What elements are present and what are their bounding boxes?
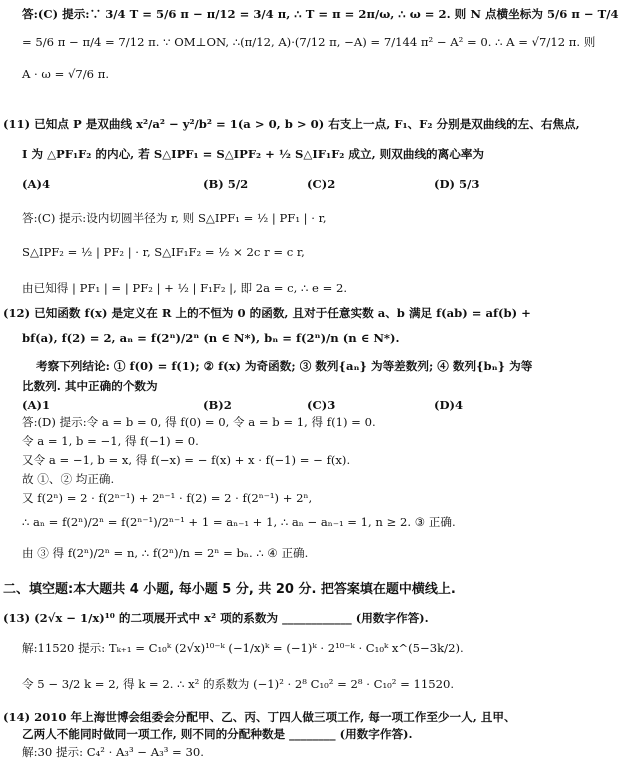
text-line: A · ω = √7/6 π. bbox=[22, 67, 110, 81]
text-line: ∴ aₙ = f(2ⁿ)/2ⁿ = f(2ⁿ⁻¹)/2ⁿ⁻¹ + 1 = aₙ₋₁ + 1, ∴ aₙ − aₙ₋₁ = 1, n ≥ 2. ③ 正确. bbox=[22, 515, 456, 529]
option-c: (C)2 bbox=[307, 177, 336, 191]
option-a: (A)4 bbox=[22, 177, 51, 191]
text-line: 令 5 − 3/2 k = 2, 得 k = 2. ∴ x² 的系数为 (−1)² · 2⁸ C₁₀² = 2⁸ · C₁₀² = 11520. bbox=[22, 677, 455, 691]
text-line: 乙两人不能同时做同一项工作, 则不同的分配种数是 ________ (用数字作答). bbox=[22, 727, 413, 741]
text-line: = 5/6 π − π/4 = 7/12 π. ∵ OM⊥ON, ∴(π/12, A)·(7/12 π, −A) = 7/144 π² − A² = 0. ∴ A = √7/12 π. 则 bbox=[22, 35, 596, 49]
option-c: (C)3 bbox=[307, 398, 336, 412]
option-d: (D) 5/3 bbox=[434, 177, 480, 191]
option-a: (A)1 bbox=[22, 398, 51, 412]
text-line: 又令 a = −1, b = x, 得 f(−x) = − f(x) + x · f(−1) = − f(x). bbox=[22, 453, 351, 467]
option-b: (B) 5/2 bbox=[203, 177, 249, 191]
text-line: 由已知得 | PF₁ | = | PF₂ | + ½ | F₁F₂ |, 即 2a = c, ∴ e = 2. bbox=[22, 281, 348, 295]
text-line: 由 ③ 得 f(2ⁿ)/2ⁿ = n, ∴ f(2ⁿ)/n = 2ⁿ = bₙ. ∴ ④ 正确. bbox=[22, 546, 309, 560]
text-line: 考察下列结论: ① f(0) = f(1); ② f(x) 为奇函数; ③ 数列{aₙ} 为等差数列; ④ 数列{bₙ} 为等 bbox=[36, 359, 533, 373]
text-line: bf(a), f(2) = 2, aₙ = f(2ⁿ)/2ⁿ (n ∈ N*), bₙ = f(2ⁿ)/n (n ∈ N*). bbox=[22, 331, 400, 345]
question-11: (11) 已知点 P 是双曲线 x²/a² − y²/b² = 1(a > 0, b > 0) 右支上一点, F₁、F₂ 分别是双曲线的左、右焦点, bbox=[3, 117, 580, 131]
text-line: I 为 △PF₁F₂ 的内心, 若 S△IPF₁ = S△IPF₂ + ½ S△IF₁F₂ 成立, 则双曲线的离心率为 bbox=[22, 147, 485, 161]
option-d: (D)4 bbox=[434, 398, 464, 412]
answer-line: 答:(D) 提示:令 a = b = 0, 得 f(0) = 0, 令 a = b = 1, 得 f(1) = 0. bbox=[22, 415, 376, 429]
text-line: 比数列. 其中正确的个数为 bbox=[22, 379, 158, 393]
answer-line: 解:30 提示: C₄² · A₃³ − A₃³ = 30. bbox=[22, 745, 204, 759]
option-b: (B)2 bbox=[203, 398, 232, 412]
answer-line: 解:11520 提示: Tₖ₊₁ = C₁₀ᵏ (2√x)¹⁰⁻ᵏ (−1/x)ᵏ = (−1)ᵏ · 2¹⁰⁻ᵏ · C₁₀ᵏ x^(5−3k/2). bbox=[22, 641, 464, 655]
text-line: 答:(C) 提示:∵ 3/4 T = 5/6 π − π/12 = 3/4 π, ∴ T = π = 2π/ω, ∴ ω = 2. 则 N 点横坐标为 5/6 π − T/4 bbox=[22, 7, 619, 21]
text-line: 故 ①、② 均正确. bbox=[22, 472, 115, 486]
answer-line: 答:(C) 提示:设内切圆半径为 r, 则 S△IPF₁ = ½ | PF₁ | · r, bbox=[22, 211, 327, 225]
text-line: 又 f(2ⁿ) = 2 · f(2ⁿ⁻¹) + 2ⁿ⁻¹ · f(2) = 2 · f(2ⁿ⁻¹) + 2ⁿ, bbox=[22, 491, 313, 505]
text-line: S△IPF₂ = ½ | PF₂ | · r, S△IF₁F₂ = ½ × 2c r = c r, bbox=[22, 245, 305, 259]
question-12: (12) 已知函数 f(x) 是定义在 R 上的不恒为 0 的函数, 且对于任意实数 a、b 满足 f(ab) = af(b) + bbox=[3, 306, 531, 320]
question-13: (13) (2√x − 1/x)¹⁰ 的二项展开式中 x² 项的系数为 ____________ (用数字作答). bbox=[3, 611, 429, 625]
text-line: 令 a = 1, b = −1, 得 f(−1) = 0. bbox=[22, 434, 199, 448]
section-heading: 二、填空题:本大题共 4 小题, 每小题 5 分, 共 20 分. 把答案填在题中横线上. bbox=[3, 582, 456, 597]
question-14: (14) 2010 年上海世博会组委会分配甲、乙、丙、丁四人做三项工作, 每一项工作至少一人, 且甲、 bbox=[3, 710, 516, 724]
